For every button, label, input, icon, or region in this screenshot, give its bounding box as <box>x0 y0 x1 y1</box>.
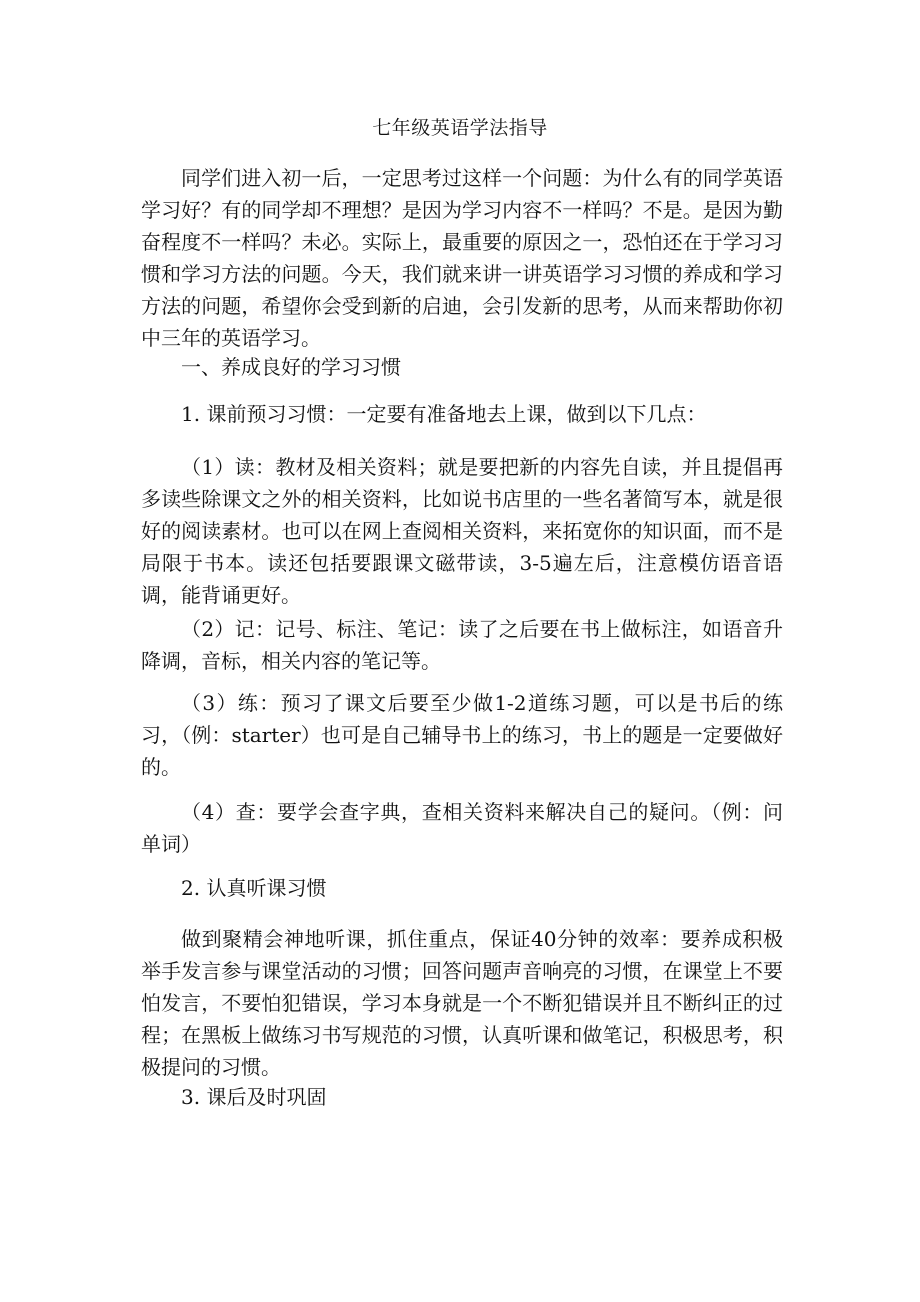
intro-paragraph: 同学们进入初一后，一定思考过这样一个问题：为什么有的同学英语学习好？有的同学却不理想？是因为学习内容不一样吗？不是。是因为勤奋程度不一样吗？未必。实际上，最重要的原因之一，恐怕还在于学习习惯和学习方法的问题。今天，我们就来讲一讲英语学习习惯的养成和学习方法的问题，希望你会受到新的启迪，会引发新的思考，从而来帮助你初中三年的英语学习。 <box>141 166 783 350</box>
item-practice-paragraph: （3）练：预习了课文后要至少做1-2道练习题，可以是书后的练习，（例：starter）也可是自己辅导书上的练习，书上的题是一定要做好的。 <box>141 691 783 779</box>
subheading-listening-habit: 2. 认真听课习惯 <box>181 876 327 900</box>
listening-paragraph: 做到聚精会神地听课，抓住重点，保证40分钟的效率：要养成积极举手发言参与课堂活动的习惯；回答问题声音响亮的习惯，在课堂上不要怕发言，不要怕犯错误，学习本身就是一个不断犯错误并且不断纠正的过程；在黑板上做练习书写规范的习惯，认真听课和做笔记，积极思考，积极提问的习惯。 <box>141 927 783 1079</box>
item-read-paragraph: （1）读：教材及相关资料；就是要把新的内容先自读，并且提倡再多读些除课文之外的相关资料，比如说书店里的一些名著简写本，就是很好的阅读素材。也可以在网上查阅相关资料，来拓宽你的知识面，而不是局限于书本。读还包括要跟课文磁带读，3-5遍左后，注意模仿语音语调，能背诵更好。 <box>141 455 783 607</box>
item-lookup-paragraph: （4）查：要学会查字典，查相关资料来解决自己的疑问。（例：问单词） <box>141 800 783 856</box>
section-heading-habits: 一、养成良好的学习习惯 <box>181 355 401 379</box>
subheading-review: 3. 课后及时巩固 <box>181 1085 327 1109</box>
document-title: 七年级英语学法指导 <box>372 117 548 139</box>
subheading-preview-habit: 1. 课前预习习惯：一定要有准备地去上课，做到以下几点： <box>181 402 707 426</box>
item-note-paragraph: （2）记：记号、标注、笔记：读了之后要在书上做标注，如语音升降调，音标，相关内容的笔记等。 <box>141 617 783 673</box>
